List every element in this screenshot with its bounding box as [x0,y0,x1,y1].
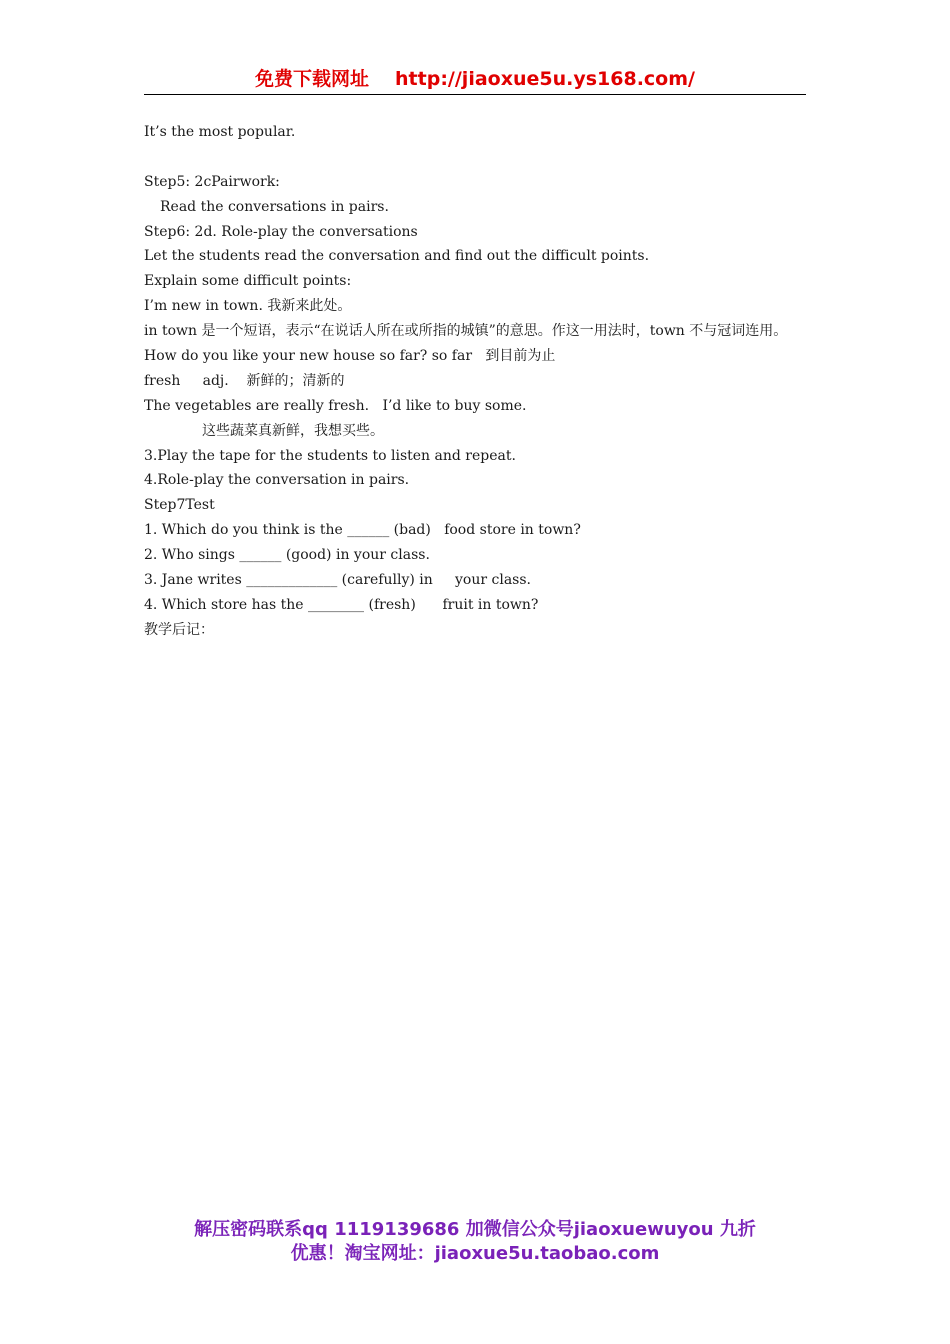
page-header [144,66,806,95]
document-body [144,120,814,643]
footer-line: 优惠！淘宝网址：jiaoxue5u.taobao.com [290,1243,660,1264]
text-line: fresh adj. 新鲜的；清新的 [144,372,345,389]
text-line: Let the students read the conversation and find out the difficult points. [144,248,650,265]
page-footer [144,1218,806,1266]
header-url-link[interactable]: http://jiaoxue5u.ys168.com/ [395,68,695,90]
text-line: It’s the most popular. [144,124,296,140]
text-line: 这些蔬菜真新鲜，我想买些。 [202,422,384,439]
test-item: 4. Which store has the ________ (fresh) fruit in town? [144,596,539,613]
text-line: I’m new in town. 我新来此处。 [144,298,352,315]
text-line: 3.Play the tape for the students to listen and repeat. [144,447,516,464]
step6-heading: Step6: 2d. Role-play the conversations [144,223,418,240]
header-title: 免费下载网址 [255,68,370,90]
text-line: 4.Role-play the conversation in pairs. [144,472,410,489]
text-line: Explain some difficult points: [144,273,352,290]
footer-line: 解压密码联系qq 1119139686 加微信公众号jiaoxuewuyou 九折 [194,1219,756,1240]
test-item: 2. Who sings ______ (good) in your class. [144,547,430,564]
step7-heading: Step7Test [144,497,215,514]
step5-heading: Step5: 2cPairwork: [144,173,280,190]
text-line: 教学后记： [144,621,214,638]
test-item: 3. Jane writes _____________ (carefully) in your class. [144,572,531,589]
text-line: Read the conversations in pairs. [160,198,389,215]
blank-line [144,145,814,170]
text-line: How do you like your new house so far? so far 到目前为止 [144,348,556,365]
text-line: The vegetables are really fresh. I’d like to buy some. [144,397,527,414]
test-item: 1. Which do you think is the ______ (bad) food store in town? [144,522,581,539]
text-paragraph: in town 是一个短语，表示“在说话人所在或所指的城镇”的意思。作这一用法时，town 不与冠词连用。 [144,323,788,340]
